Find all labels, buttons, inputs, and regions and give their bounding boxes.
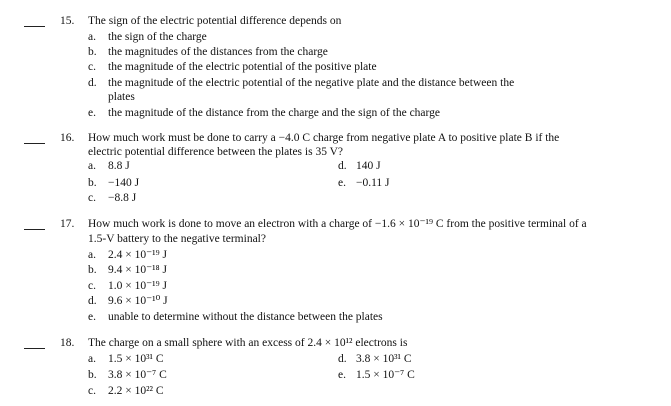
answer-blank-15[interactable]: [24, 26, 45, 27]
option-letter-17a: a.: [88, 249, 96, 261]
option-letter-17c: c.: [88, 280, 96, 292]
question-stem-18: The charge on a small sphere with an excess of 2.4 × 10¹² electrons is: [88, 337, 408, 349]
option-text-16b: −140 J: [108, 177, 140, 189]
option-text-15d: the magnitude of the electric potential of the negative plate and the distance between the: [108, 77, 515, 89]
answer-blank-18[interactable]: [24, 348, 45, 349]
option-letter-18b: b.: [88, 369, 97, 381]
option-letter-18c: c.: [88, 385, 96, 397]
question-stem-16-line2: electric potential difference between the plates is 35 V?: [88, 146, 344, 158]
question-stem-17: How much work is done to move an electron with a charge of −1.6 × 10⁻¹⁹ C from the positive terminal of a: [88, 218, 587, 230]
option-text-15c: the magnitude of the electric potential of the positive plate: [108, 61, 377, 73]
option-letter-17d: d.: [88, 295, 97, 307]
option-text-17d: 9.6 × 10⁻¹⁰ J: [108, 295, 168, 307]
option-letter-18a: a.: [88, 353, 96, 365]
question-number-16: 16.: [60, 132, 75, 144]
option-text-15a: the sign of the charge: [108, 31, 207, 43]
answer-blank-17[interactable]: [24, 229, 45, 230]
question-stem-16: How much work must be done to carry a −4.0 C charge from negative plate A to positive plate B if the: [88, 132, 560, 144]
option-letter-16e: e.: [338, 177, 346, 189]
option-text-18d: 3.8 × 10³¹ C: [356, 353, 412, 365]
option-text-18a: 1.5 × 10³¹ C: [108, 353, 164, 365]
option-text-15d-line2: plates: [108, 91, 135, 103]
option-letter-16b: b.: [88, 177, 97, 189]
option-letter-15c: c.: [88, 61, 96, 73]
option-text-18c: 2.2 × 10²² C: [108, 385, 164, 397]
option-letter-15d: d.: [88, 77, 97, 89]
option-text-18e: 1.5 × 10⁻⁷ C: [356, 369, 415, 381]
question-number-18: 18.: [60, 337, 75, 349]
option-text-15e: the magnitude of the distance from the charge and the sign of the charge: [108, 107, 441, 119]
option-letter-16c: c.: [88, 192, 96, 204]
option-text-17c: 1.0 × 10⁻¹⁹ J: [108, 280, 167, 292]
question-number-17: 17.: [60, 218, 75, 230]
option-letter-15b: b.: [88, 46, 97, 58]
question-stem-15: The sign of the electric potential difference depends on: [88, 15, 342, 27]
question-stem-17-line2: 1.5-V battery to the negative terminal?: [88, 233, 266, 245]
option-letter-16d: d.: [338, 160, 347, 172]
option-text-16a: 8.8 J: [108, 160, 130, 172]
option-text-16d: 140 J: [356, 160, 381, 172]
option-text-18b: 3.8 × 10⁻⁷ C: [108, 369, 167, 381]
option-letter-16a: a.: [88, 160, 96, 172]
option-letter-17b: b.: [88, 264, 97, 276]
option-letter-18d: d.: [338, 353, 347, 365]
option-text-17a: 2.4 × 10⁻¹⁹ J: [108, 249, 167, 261]
option-text-17e: unable to determine without the distance between the plates: [108, 311, 383, 323]
option-text-16c: −8.8 J: [108, 192, 137, 204]
option-letter-15e: e.: [88, 107, 96, 119]
cutoff-previous-line: [88, 0, 288, 2]
option-text-17b: 9.4 × 10⁻¹⁸ J: [108, 264, 167, 276]
option-text-16e: −0.11 J: [356, 177, 390, 189]
option-letter-15a: a.: [88, 31, 96, 43]
question-number-15: 15.: [60, 15, 75, 27]
option-letter-17e: e.: [88, 311, 96, 323]
answer-blank-16[interactable]: [24, 143, 45, 144]
option-letter-18e: e.: [338, 369, 346, 381]
option-text-15b: the magnitudes of the distances from the charge: [108, 46, 328, 58]
